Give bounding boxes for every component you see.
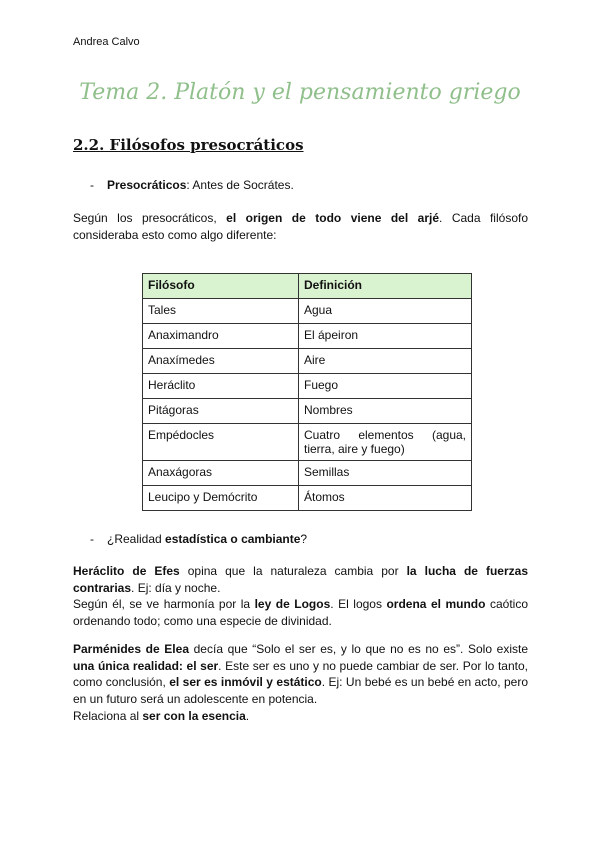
table-cell: Pitágoras [143,399,299,424]
para3-text-3: caótico ordenando todo; como una especie de divinidad. [73,597,529,628]
header-author: Andrea Calvo [73,36,140,48]
para2-text-1: opina que la naturaleza cambia por [179,564,407,578]
table-cell: Agua [299,299,472,324]
bullet-dash: - [90,178,94,192]
table-row [143,424,472,461]
para1-text-1: Según los presocráticos, [73,211,227,225]
bullet2-text-2: ? [300,532,308,546]
para4-bold-3: el ser es inmóvil y estático [169,675,322,689]
table-row [143,486,472,511]
para1-bold-1: el origen de todo viene del arjé [226,211,440,225]
para3-text-1: Según él, se ve harmonía por la [73,597,255,611]
para2-bold-2: la lucha de fuerzas contrarias [73,564,528,595]
para4-text-3: . Ej: Un bebé es un bebé en acto, pero en un futuro será un adolescente en potencia. [73,675,529,706]
bullet-text [107,178,294,192]
table-cell: Cuatro elementos (agua, tierra, aire y fuego) [299,424,472,461]
table-cell: Semillas [299,461,472,486]
para5-text-2: . [245,709,250,723]
page-title: Tema 2. Platón y el pensamiento griego [79,80,521,105]
table-cell: Heráclito [143,374,299,399]
table-cell: Átomos [299,486,472,511]
table-row [143,349,472,374]
paragraph-heraclito [73,563,528,596]
table-row [143,299,472,324]
table-header-cell: Filósofo [143,274,299,299]
bullet2-bold: estadística o cambiante [165,532,301,546]
bullet-text [107,532,307,546]
para1-text-2: . Cada filósofo consideraba esto como algo diferente: [73,211,528,242]
para3-text-2: . El logos [330,597,387,611]
paragraph-arje [73,210,528,243]
bullet-rest: : Antes de Socrátes. [186,178,294,192]
section-title: 2.2. Filósofos presocráticos [73,136,304,154]
table-row [143,374,472,399]
table-cell: Leucipo y Demócrito [143,486,299,511]
table-cell: Fuego [299,374,472,399]
bullet2-text-1: ¿Realidad [107,532,166,546]
table-cell: Anaxímedes [143,349,299,374]
para4-text-2: . Este ser es uno y no puede cambiar de ser. Por lo tanto, como conclusión, [73,658,528,689]
bullet-bold: Presocráticos [107,178,187,192]
para2-text-2: . Ej: día y noche. [131,580,221,595]
paragraph-logos [73,596,528,629]
table-cell: Tales [143,299,299,324]
table-row [143,399,472,424]
table-cell: Anaxágoras [143,461,299,486]
table-cell: Empédocles [143,424,299,461]
table-cell: Nombres [299,399,472,424]
table-header-row [143,274,472,299]
philosophers-table [142,273,472,511]
para2-bold-1: Heráclito de Efes [73,564,180,578]
para4-bold-2: una única realidad: el ser [73,658,219,673]
para4-text-1: decía que “Solo el ser es, y lo que no es no es”. Solo existe [189,642,528,656]
table-cell: El ápeiron [299,324,472,349]
bullet-dash: - [90,532,94,546]
para5-bold-1: ser con la esencia [142,709,246,723]
table-row [143,324,472,349]
table-header-cell: Definición [299,274,472,299]
table-cell: Anaximandro [143,324,299,349]
table-row [143,461,472,486]
para5-text-1: Relaciona al [73,709,143,723]
paragraph-esencia [73,708,528,725]
table-cell: Aire [299,349,472,374]
para3-bold-1: ley de Logos [254,597,331,611]
para3-bold-2: ordena el mundo [386,597,486,611]
paragraph-parmenides [73,641,528,707]
para4-bold-1: Parménides de Elea [73,642,189,656]
